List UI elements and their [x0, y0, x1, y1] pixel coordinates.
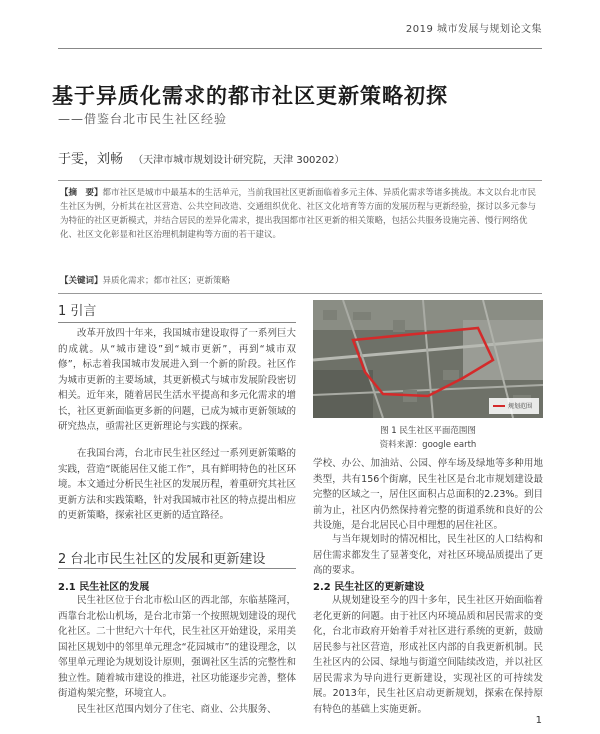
map-legend-label: 规划范围 [508, 403, 533, 410]
right-paragraph-1: 学校、办公、加油站、公园、停车场及绿地等多种用地类型，共有156个街廓，民生社区是台北市规划建设最完整的区域之一，居住区面积占总面积的2.23%。到目前为止，社区内仍然保持着完整的街道系统和良好的公共设施，是台北居民心目中理想的居住社区。 [313, 458, 543, 531]
author-names: 于雯，刘畅 [58, 152, 124, 167]
header-divider [58, 48, 542, 49]
section-1-rule [58, 322, 296, 323]
figure-1-map [313, 300, 543, 418]
figure-1-caption: 图 1 民生社区平面范围图 [380, 426, 476, 436]
section-2-2-paragraph-1: 从规划建设至今的四十多年，民生社区开始面临着老化更新的问题。由于社区内环境品质和居民需求的变化，台北市政府开始着手对社区进行系统的更新，鼓励居民参与社区营造，形成社区内部的自我更新机制。民生社区内的公园、绿地与街道空间陆续改造，并以社区居民需求为导向进行更新建设，实现社区的可持续发展。2013年，民生社区启动更新规划，探索在保持原有特色的基础上实施更新。 [313, 595, 543, 715]
keywords-label: 【关键词】 [60, 276, 103, 286]
right-paragraph-2: 与当年规划时的情况相比，民生社区的人口结构和居住需求都发生了显著变化，对社区环境品质提出了更高的要求。 [313, 534, 543, 576]
section-1-paragraph-1: 改革开放四十年来，我国城市建设取得了一系列巨大的成就。从“城市建设”到“城市更新”，再到“城市双修”，标志着我国城市发展进入到一个新的阶段。社区作为城市更新的主要场域，其更新模式与城市发展阶段密切相关。近年来，随着居民生活水平提高和多元化需求的增长，社区更新面临更多新的问题，已成为城市更新领域的研究热点，亟需社区更新理论与实践的探索。 [58, 328, 296, 432]
article-title: 基于异质化需求的都市社区更新策略初探 [52, 84, 448, 108]
section-1-paragraph-2: 在我国台湾，台北市民生社区经过一系列更新策略的实践，营造“既能居住又能工作”，具有鲜明特色的社区环境。本文通过分析民生社区的发展历程，着重研究其社区更新方法和实践策略，针对我国城市社区的特点提出相应的更新策略，探索社区更新的适宜路径。 [58, 448, 296, 521]
article-subtitle: ——借鉴台北市民生社区经验 [58, 112, 228, 126]
keywords [60, 274, 230, 286]
abstract [60, 186, 540, 242]
page-number: 1 [535, 715, 542, 726]
section-2-1-paragraph-1: 民生社区位于台北市松山区的西北部，东临基隆河，西靠台北松山机场，是台北市第一个按照规划建设的现代化社区。二十世纪六十年代，民生社区开始建设，采用美国社区规划中的邻里单元理念“花园城市”的建设理念，以邻里单元理论为规划设计原则，强调社区生活的完整性和独立性。随着城市建设的推进，社区功能逐步完善，整体街道构架完整，环境宜人。 [58, 595, 296, 699]
abstract-label: 【摘 要】 [60, 188, 103, 198]
author-affiliation: （天津市城市规划设计研究院，天津 300202） [133, 155, 345, 166]
section-2-rule [58, 568, 296, 569]
keywords-text: 异质化需求；都市社区；更新策略 [102, 276, 231, 286]
section-2-1-heading: 2.1 民生社区的发展 [58, 582, 150, 593]
section-2-heading: 2 台北市民生社区的发展和更新建设 [58, 552, 266, 567]
abstract-text: 都市社区是城市中最基本的生活单元，当前我国社区更新面临着多元主体、异质化需求等诸多挑战。本文以台北市民生社区为例，分析其在社区营造、公共空间改造、交通组织优化、社区文化培育等方面的发展历程与更新经验，探讨以多元参与为特征的社区更新模式，并结合居民的差异化需求，提出我国都市社区更新的相关策略，包括公共服务设施完善、慢行网络优化、社区文化彰显和社区治理机制建构等方面的若干建议。 [60, 188, 537, 240]
section-2-1-paragraph-2: 民生社区范围内划分了住宅、商业、公共服务、 [77, 704, 277, 715]
section-1-heading: 1 引言 [58, 304, 97, 319]
figure-1-source: 资料来源：google earth [379, 440, 477, 450]
article-authors [58, 148, 345, 167]
section-2-2-heading: 2.2 民生社区的更新建设 [313, 582, 425, 593]
running-head: 2019 城市发展与规划论文集 [405, 24, 542, 35]
